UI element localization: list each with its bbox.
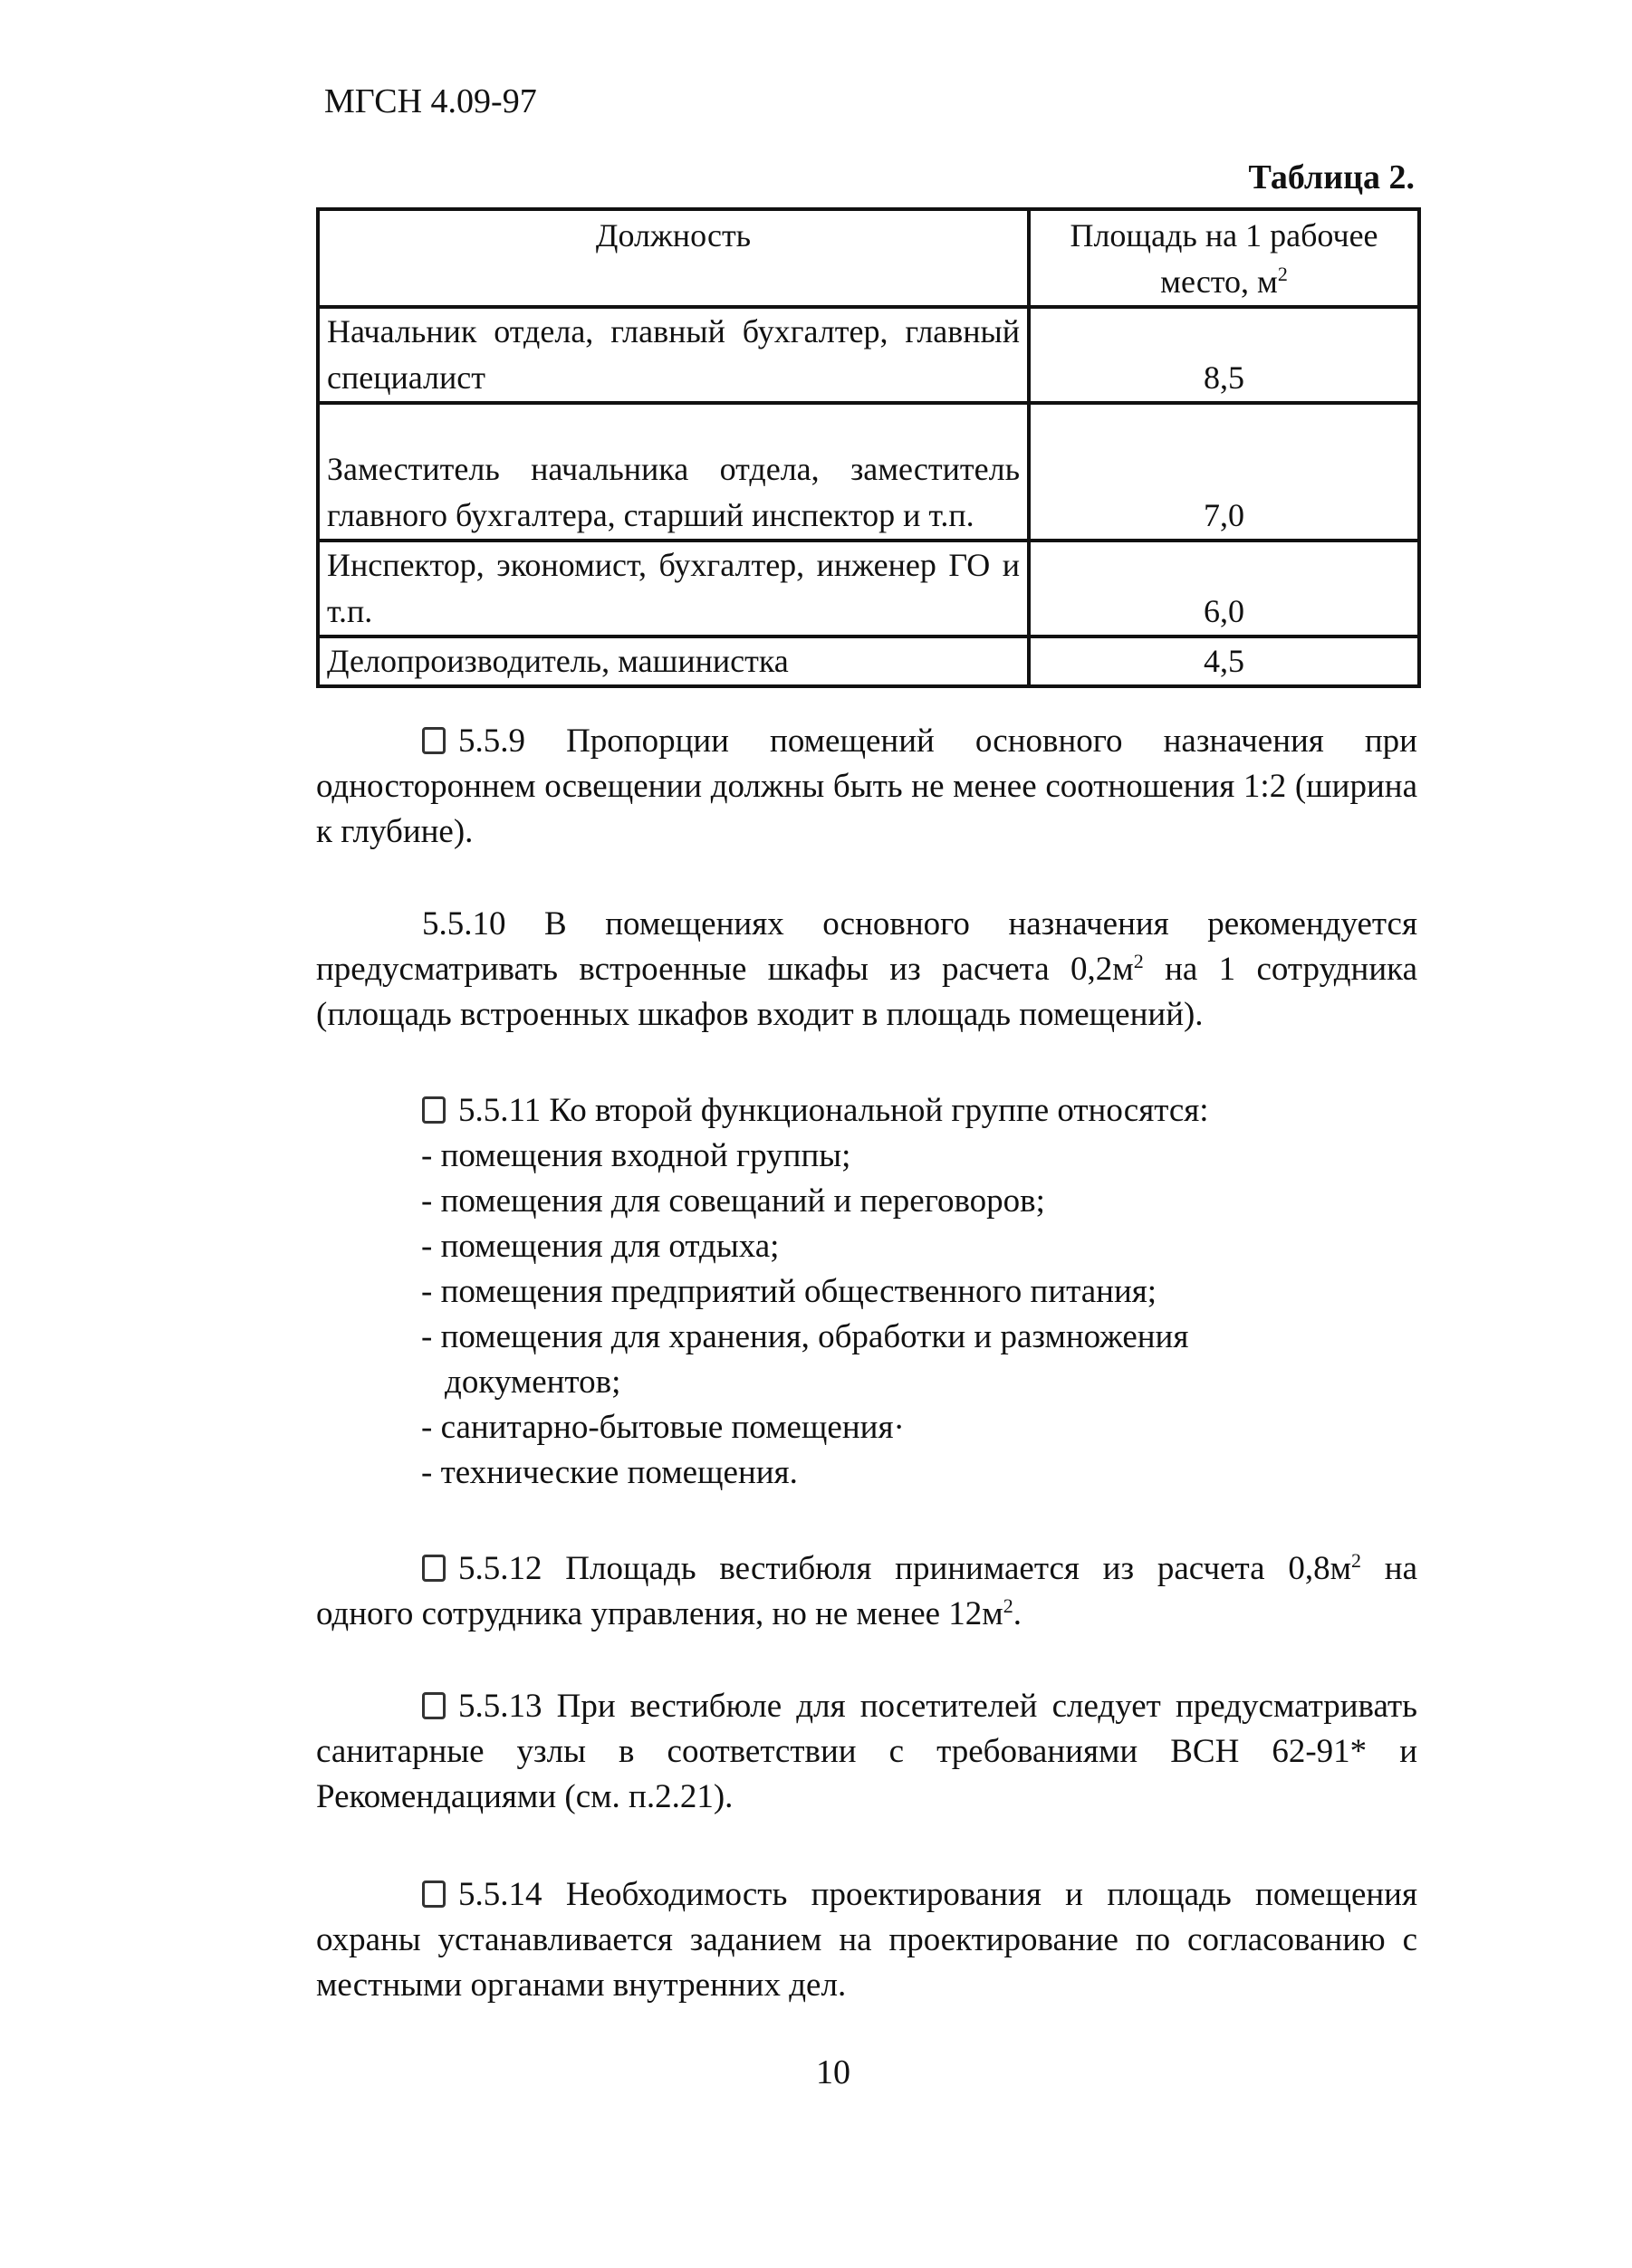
checkbox-marker-icon bbox=[422, 727, 446, 754]
table-row bbox=[318, 403, 1419, 541]
section-5-5-10: 5.5.10 В помещениях основного назначения рекомендуется предусматривать встроенные шкафы из расчета $0,2м^2$ на 1 сотрудника (площадь встроенных шкафов входит в площадь помещений). bbox=[316, 905, 1417, 1033]
section-5-5-9: 5.5.9 Пропорции помещений основного назначения при одностороннем освещении должны быть не менее соотношения 1:2 (ширина к глубине). bbox=[316, 723, 1417, 850]
list-item-continuation: документов; bbox=[445, 1364, 621, 1401]
cell-area: 7,0 bbox=[1029, 403, 1419, 541]
cell-area: 8,5 bbox=[1029, 307, 1419, 403]
section-5-5-11: 5.5.11 Ко второй функциональной группе относятся: bbox=[316, 1088, 1417, 1134]
section-5-5-14: 5.5.14 Необходимость проектирования и площадь помещения охраны устанавливается заданием на проектирование по согласованию с местными органами внутренних дел. bbox=[316, 1876, 1417, 2004]
header-position: Должность bbox=[318, 209, 1029, 307]
function-group-list bbox=[421, 1134, 1417, 1496]
cell-area: 6,0 bbox=[1029, 541, 1419, 636]
cell-position: Делопроизводитель, машинистка bbox=[318, 636, 1029, 686]
table-row bbox=[318, 307, 1419, 403]
cell-position: Заместитель начальника отдела, заместитель главного бухгалтера, старший инспектор и т.п. bbox=[318, 403, 1029, 541]
header-area: Площадь на 1 рабочее место, $м^2$ bbox=[1029, 209, 1419, 307]
table-caption: Таблица 2. bbox=[1248, 158, 1415, 196]
table-header-row bbox=[318, 209, 1419, 307]
checkbox-marker-icon bbox=[422, 1555, 446, 1582]
table-row bbox=[318, 541, 1419, 636]
list-item: - помещения входной группы; bbox=[421, 1137, 851, 1174]
document-code: МГСН 4.09-97 bbox=[324, 82, 537, 120]
list-item: - помещения для отдыха; bbox=[421, 1228, 780, 1265]
list-item: - помещения для хранения, обработки и размножения bbox=[421, 1318, 1189, 1355]
workspace-area-table bbox=[316, 207, 1421, 688]
list-item: - помещения для совещаний и переговоров; bbox=[421, 1182, 1045, 1220]
table-row bbox=[318, 636, 1419, 686]
section-5-5-12: 5.5.12 Площадь вестибюля принимается из расчета $0,8м^2$ на одного сотрудника управления, но не менее $12м^2$. bbox=[316, 1549, 1417, 1632]
list-item: - технические помещения. bbox=[421, 1454, 798, 1491]
list-item: - санитарно-бытовые помещения· bbox=[421, 1409, 905, 1446]
checkbox-marker-icon bbox=[422, 1880, 446, 1908]
checkbox-marker-icon bbox=[422, 1096, 446, 1124]
cell-position: Начальник отдела, главный бухгалтер, главный специалист bbox=[318, 307, 1029, 403]
page-number: 10 bbox=[816, 2053, 850, 2091]
checkbox-marker-icon bbox=[422, 1692, 446, 1719]
cell-position: Инспектор, экономист, бухгалтер, инженер ГО и т.п. bbox=[318, 541, 1029, 636]
list-item: - помещения предприятий общественного питания; bbox=[421, 1273, 1157, 1310]
section-5-5-13: 5.5.13 При вестибюле для посетителей следует предусматривать санитарные узлы в соответствии с требованиями ВСН 62-91* и Рекомендациями (см. п.2.21). bbox=[316, 1688, 1417, 1815]
cell-area: 4,5 bbox=[1029, 636, 1419, 686]
